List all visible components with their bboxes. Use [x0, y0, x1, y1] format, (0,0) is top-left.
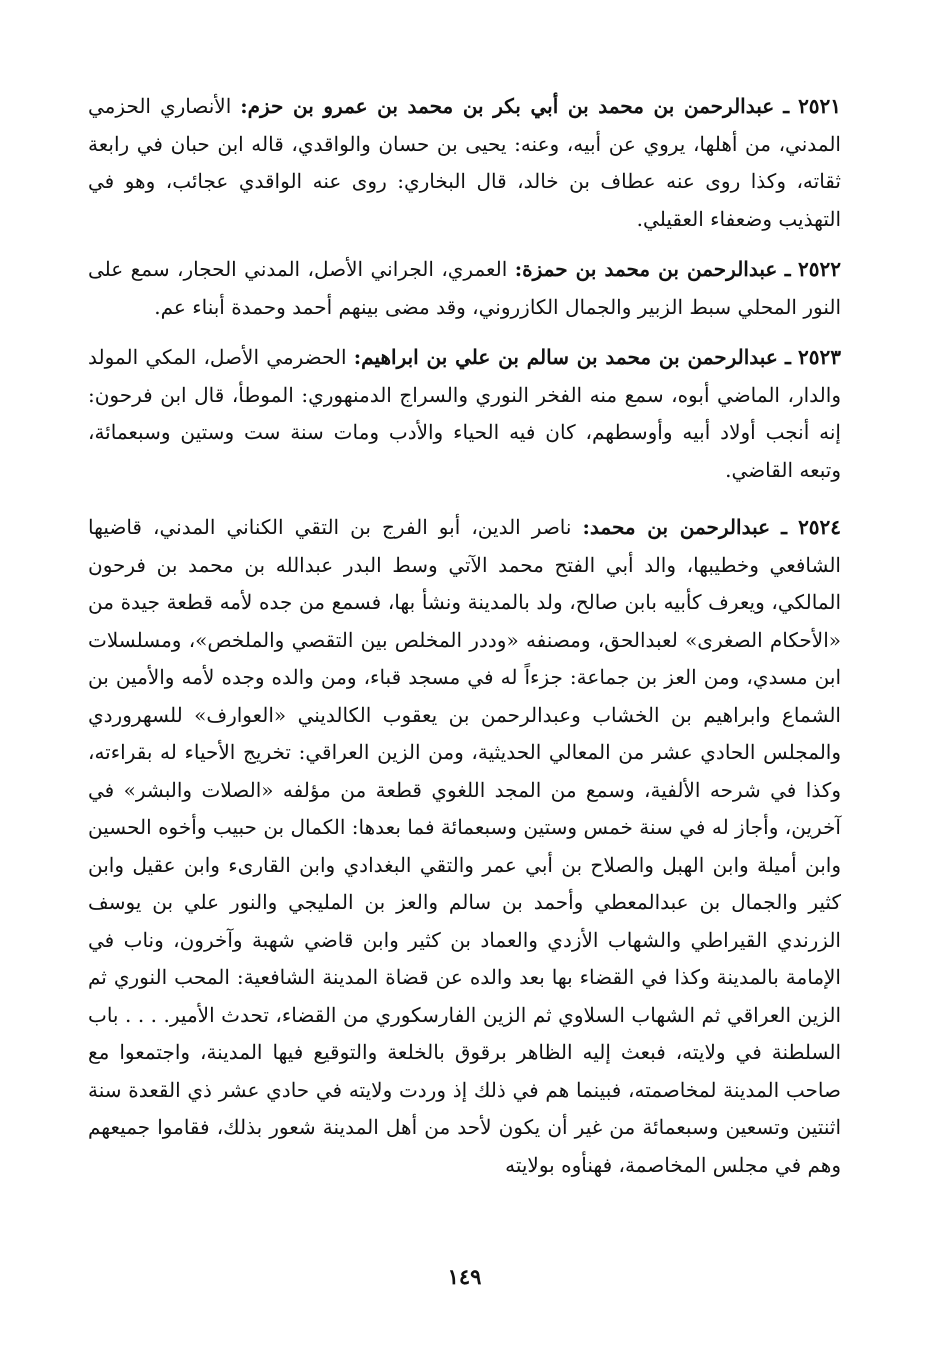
entry-body: العمري، الجراني الأصل، المدني الحجار، سمع على النور المحلي سبط الزبير والجمال الكازروني، وقد مضى بينهم أحمد وحمدة أبناء عم.	[88, 257, 841, 319]
entry-dash: ـ	[783, 94, 790, 118]
entry-dash: ـ	[784, 257, 791, 281]
entry-heading: عبدالرحمن بن محمد بن أبي بكر بن محمد بن عمرو بن حزم:	[240, 94, 775, 118]
entry-number: ٢٥٢٢	[798, 257, 842, 281]
entry-heading: عبدالرحمن بن محمد بن حمزة:	[514, 257, 778, 281]
entry-heading: عبدالرحمن بن محمد بن سالم بن علي بن ابراهيم:	[353, 345, 778, 369]
biography-entry	[88, 251, 841, 326]
entry-dash: ـ	[781, 515, 787, 539]
entry-dash: ـ	[784, 345, 791, 369]
entry-heading: عبدالرحمن بن محمد:	[582, 515, 771, 539]
entry-number: ٢٥٢٣	[798, 345, 842, 369]
entry-body: الحضرمي الأصل، المكي المولد والدار، الماضي أبوه، سمع منه الفخر النوري والسراج الدمنهوري: الموطأ، قال ابن فرحون: إنه أنجب أولاد أبيه وأوسطهم، كان فيه الحياء والأدب ومات سنة ست وستين وسبعمائة، وتبعه القاضي.	[88, 345, 841, 482]
page-number: ١٤٩	[447, 1264, 482, 1289]
entry-body: ناصر الدين، أبو الفرج بن التقي الكناني المدني، قاضيها الشافعي وخطيبها، والد أبي الفتح محمد الآتي وسط البدر عبدالله بن محمد بن فرحون المالكي، ويعرف كأبيه بابن صالح، ولد بالمدينة ونشأ بها، فسمع من جده لأمه قطعة جيدة من «الأحكام الصغرى» لعبدالحق، ومصنفه «وددر المخلص بين التقصي والملخص»، ومسلسلات ابن مسدي، ومن العز بن جماعة: جزءاً له في مسجد قباء، ومن والده وجده لأمه والأمين بن الشماع وابراهيم بن الخشاب وعبدالرحمن بن يعقوب الكالديني «العوارف» للسهروردي والمجلس الحادي عشر من المعالي الحديثية، ومن الزين العراقي: تخريج الأحياء له بقراءته، وكذا في شرحه الألفية، وسمع من المجد اللغوي قطعة من مؤلفه «الصلات والبشر» في آخرين، وأجاز له في سنة خمس وستين وسبعمائة فما بعدها: الكمال بن حبيب وأخوه الحسين وابن أميلة وابن الهبل والصلاح بن أبي عمر والتقي البغدادي وابن القارىء وابن عقيل وابن كثير والجمال بن عبدالمعطي وأحمد بن سالم والعز بن المليجي والنور علي بن يوسف الزرندي القيراطي والشهاب الأزدي والعماد بن كثير وابن قاضي شهبة وآخرون، وناب في الإمامة بالمدينة وكذا في القضاء بها بعد والده عن قضاة المدينة الشافعية: المحب النوري ثم الزين العراقي ثم الشهاب السلاوي ثم الزين الفارسكوري من القضاء، تحدث الأمير. . . . باب السلطنة في ولايته، فبعث إليه الظاهر برقوق بالخلعة والتوقيع فيها المدينة، واجتمعوا مع صاحب المدينة لمخاصمته، فبينما هم في ذلك إذ وردت ولايته في حادي عشر ذي القعدة سنة اثنتين وتسعين وسبعمائة من غير أن يكون لأحد من أهل المدينة شعور بذلك، فقاموا جميعهم وهم في مجلس المخاصمة، فهنأوه بولايته	[88, 515, 841, 1177]
entry-number: ٢٥٢٤	[798, 515, 842, 539]
biography-entry	[88, 339, 841, 489]
page-content	[88, 88, 841, 1286]
biography-entry	[88, 88, 841, 238]
entry-number: ٢٥٢١	[798, 94, 842, 118]
entry-body: الأنصاري الحزمي المدني، من أهلها، يروي عن أبيه، وعنه: يحيى بن حسان والواقدي، قاله ابن حبان في رابعة ثقاته، وكذا روى عنه عطاف بن خالد، قال البخاري: روى عنه الواقدي عجائب، وهو في التهذيب وضعفاء العقيلي.	[88, 94, 841, 231]
biography-entry	[88, 509, 841, 1184]
